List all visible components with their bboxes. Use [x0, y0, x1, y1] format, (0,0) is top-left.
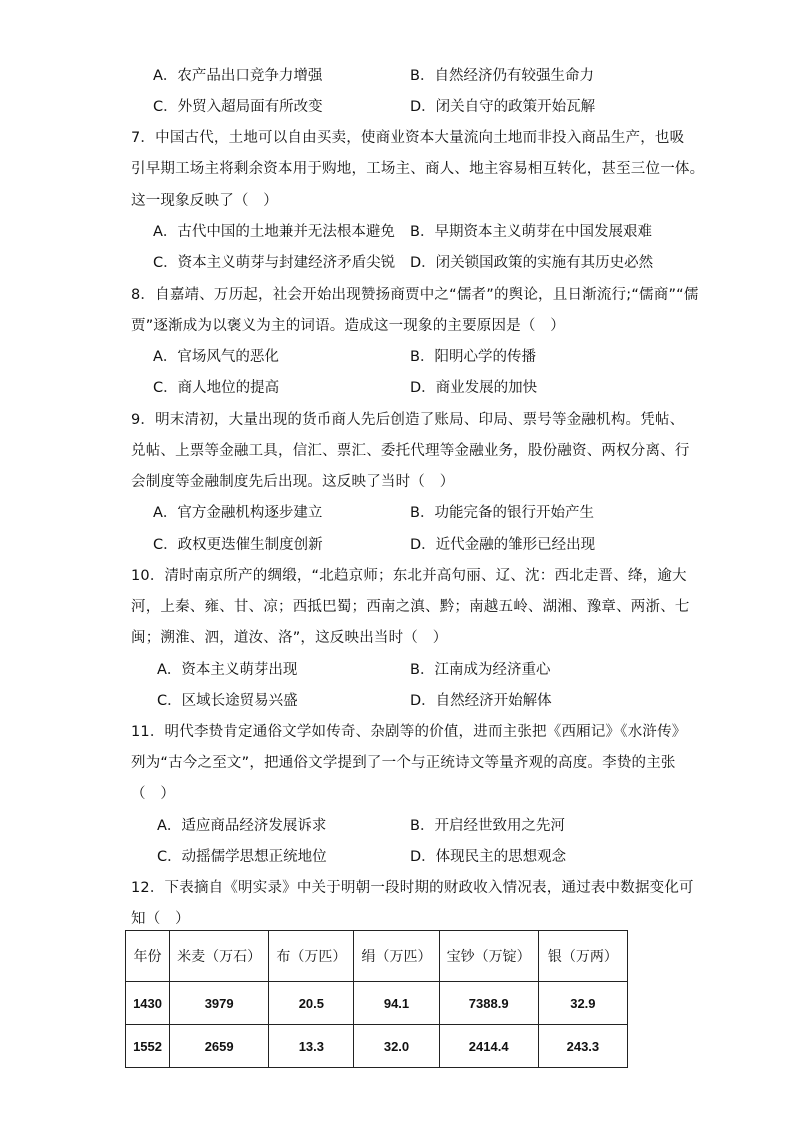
q11-stem-line-3: （ ）: [131, 786, 176, 802]
q8-option-b: B．阳明心学的传播: [410, 349, 536, 365]
table-cell: 1552: [126, 1025, 170, 1068]
q9-stem-line-3: 会制度等金融制度先后出现。这反映了当时（ ）: [131, 474, 455, 490]
q6-option-b: B．自然经济仍有较强生命力: [410, 68, 594, 84]
q11-option-d: D．体现民主的思想观念: [410, 849, 567, 865]
table-header-cell: 银（万两）: [538, 931, 627, 982]
table-header-cell: 年份: [126, 931, 170, 982]
q9-option-a: A．官方金融机构逐步建立: [153, 505, 323, 521]
table-header-cell: 米麦（万石）: [170, 931, 269, 982]
table-cell: 2659: [170, 1025, 269, 1068]
q11-option-b: B．开启经世致用之先河: [410, 818, 565, 834]
q8-stem-line-1: 8．自嘉靖、万历起，社会开始出现赞扬商贾中之“儒者”的舆论，且日渐流行;“儒商”“儒: [131, 287, 699, 303]
q10-option-d: D．自然经济开始解体: [410, 693, 552, 709]
q9-option-c: C．政权更迭催生制度创新: [153, 537, 323, 553]
q11-stem-line-2: 列为“古今之至文”，把通俗文学提到了一个与正统诗文等量齐观的高度。李贽的主张: [131, 755, 676, 771]
q11-stem-line-1: 11．明代李贽肯定通俗文学如传奇、杂剧等的价值，进而主张把《西厢记》《水浒传》: [131, 724, 687, 740]
q7-stem-line-1: 7．中国古代，土地可以自由买卖，使商业资本大量流向土地而非投入商品生产，也吸: [131, 130, 685, 146]
table-header-cell: 布（万匹）: [269, 931, 354, 982]
table-cell: 13.3: [269, 1025, 354, 1068]
q8-option-d: D．商业发展的加快: [410, 380, 538, 396]
table-header-cell: 宝钞（万锭）: [439, 931, 538, 982]
q7-option-d: D．闭关锁国政策的实施有其历史必然: [410, 255, 654, 271]
q6-option-a: A．农产品出口竞争力增强: [153, 68, 323, 84]
q12-stem-line-2: 知（ ）: [131, 911, 190, 927]
q10-option-a: A．资本主义萌芽出现: [157, 662, 298, 678]
table-header-cell: 绢（万匹）: [354, 931, 439, 982]
q12-stem-line-1: 12．下表摘自《明实录》中关于明朝一段时期的财政收入情况表，通过表中数据变化可: [131, 880, 694, 896]
q8-stem-line-2: 贾”逐渐成为以褒义为主的词语。造成这一现象的主要原因是（ ）: [131, 318, 566, 334]
table-cell: 32.0: [354, 1025, 439, 1068]
q7-stem-line-2: 引早期工场主将剩余资本用于购地，工场主、商人、地主容易相互转化，甚至三位一体。: [131, 161, 705, 177]
q8-option-a: A．官场风气的恶化: [153, 349, 279, 365]
table-cell: 243.3: [538, 1025, 627, 1068]
table-cell: 32.9: [538, 982, 627, 1025]
q7-option-c: C．资本主义萌芽与封建经济矛盾尖锐: [153, 255, 396, 271]
table-cell: 1430: [126, 982, 170, 1025]
q9-stem-line-2: 兑帖、上票等金融工具，信汇、票汇、委托代理等金融业务，股份融资、两权分离、行: [131, 443, 690, 459]
table-cell: 7388.9: [439, 982, 538, 1025]
q10-option-c: C．区域长途贸易兴盛: [157, 693, 298, 709]
table-row: [126, 1025, 628, 1068]
q10-option-b: B．江南成为经济重心: [410, 662, 551, 678]
q6-option-d: D．闭关自守的政策开始瓦解: [410, 99, 596, 115]
table-cell: 94.1: [354, 982, 439, 1025]
q11-option-c: C．动摇儒学思想正统地位: [157, 849, 327, 865]
q6-option-c: C．外贸入超局面有所改变: [153, 99, 323, 115]
q7-stem-line-3: 这一现象反映了（ ）: [131, 193, 278, 209]
table-row: [126, 982, 628, 1025]
q10-stem-line-3: 闽；溯淮、泗，道汝、洛”，这反映出当时（ ）: [131, 630, 448, 646]
table-cell: 3979: [170, 982, 269, 1025]
q7-option-a: A．古代中国的土地兼并无法根本避免: [153, 224, 395, 240]
q8-option-c: C．商人地位的提高: [153, 380, 280, 396]
table-cell: 2414.4: [439, 1025, 538, 1068]
q10-stem-line-1: 10．清时南京所产的绸缎，“北趋京师；东北并高句丽、辽、沈：西北走晋、绛，逾大: [131, 568, 687, 584]
q9-stem-line-1: 9．明末清初，大量出现的货币商人先后创造了账局、印局、票号等金融机构。凭帖、: [131, 412, 685, 428]
table-header-row: [126, 931, 628, 982]
q10-stem-line-2: 河，上秦、雍、甘、凉；西抵巴蜀；西南之滇、黔；南越五岭、湖湘、豫章、两浙、七: [131, 599, 690, 615]
table-cell: 20.5: [269, 982, 354, 1025]
q11-option-a: A．适应商品经济发展诉求: [157, 818, 327, 834]
q7-option-b: B．早期资本主义萌芽在中国发展艰难: [410, 224, 652, 240]
finance-table: [125, 930, 628, 1068]
q9-option-d: D．近代金融的雏形已经出现: [410, 537, 596, 553]
q9-option-b: B．功能完备的银行开始产生: [410, 505, 594, 521]
